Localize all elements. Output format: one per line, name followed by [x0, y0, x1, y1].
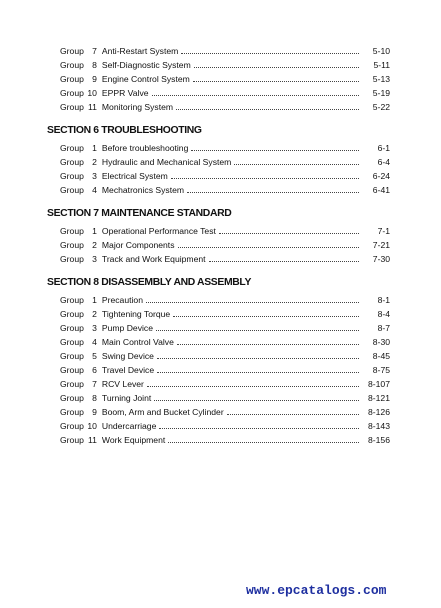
- group-number: 4: [92, 185, 97, 195]
- toc-entry[interactable]: [60, 70, 390, 84]
- group-number: 5: [92, 351, 97, 361]
- page-number: 8-121: [368, 393, 390, 403]
- entry-title: Major Components: [101, 240, 175, 250]
- group-label: Group: [60, 143, 84, 153]
- dot-leader: [219, 232, 359, 234]
- toc-entry[interactable]: [60, 389, 390, 403]
- section-heading[interactable]: SECTION 8 DISASSEMBLY AND ASSEMBLY: [47, 277, 252, 288]
- group-label: Group: [60, 171, 84, 181]
- group-label: Group: [60, 407, 84, 417]
- entry-title: Track and Work Equipment: [101, 254, 206, 264]
- dot-leader: [234, 163, 359, 165]
- page-number: 5-22: [372, 102, 390, 112]
- dot-leader: [168, 441, 359, 443]
- toc-entry[interactable]: [60, 417, 390, 431]
- toc-entry[interactable]: [60, 139, 390, 153]
- dot-leader: [178, 246, 360, 248]
- entry-title: Engine Control System: [101, 74, 190, 84]
- page-number: 5-11: [373, 60, 390, 70]
- group-label: Group: [60, 60, 84, 70]
- toc-entry[interactable]: [60, 333, 390, 347]
- dot-leader: [147, 385, 359, 387]
- page-number: 8-107: [368, 379, 390, 389]
- group-number: 7: [92, 46, 97, 56]
- group-number: 10: [87, 88, 97, 98]
- entry-title: Precaution: [101, 295, 143, 305]
- entry-title: Undercarriage: [101, 421, 157, 431]
- page-number: 7-21: [372, 240, 390, 250]
- dot-leader: [146, 301, 359, 303]
- group-number: 8: [92, 60, 97, 70]
- website-watermark[interactable]: www.epcatalogs.com: [246, 583, 387, 598]
- page-number: 6-41: [372, 185, 390, 195]
- toc-entry[interactable]: [60, 375, 390, 389]
- toc-entry[interactable]: [60, 236, 390, 250]
- group-number: 2: [92, 240, 97, 250]
- group-number: 9: [92, 74, 97, 84]
- page-number: 8-1: [377, 295, 390, 305]
- page-number: 5-10: [372, 46, 390, 56]
- toc-entry[interactable]: [60, 291, 390, 305]
- toc-entry[interactable]: [60, 167, 390, 181]
- group-label: Group: [60, 226, 84, 236]
- entry-title: Operational Performance Test: [101, 226, 216, 236]
- entry-title: Mechatronics System: [101, 185, 185, 195]
- group-label: Group: [60, 393, 84, 403]
- dot-leader: [181, 52, 359, 54]
- entry-title: Electrical System: [101, 171, 168, 181]
- entry-title: Boom, Arm and Bucket Cylinder: [101, 407, 224, 417]
- entry-title: Tightening Torque: [101, 309, 171, 319]
- dot-leader: [194, 66, 359, 68]
- group-number: 4: [92, 337, 97, 347]
- group-label: Group: [60, 185, 84, 195]
- section-heading[interactable]: SECTION 6 TROUBLESHOOTING: [47, 125, 202, 136]
- entry-title: Main Control Valve: [101, 337, 174, 347]
- page-number: 8-75: [372, 365, 390, 375]
- entry-title: Before troubleshooting: [101, 143, 189, 153]
- group-label: Group: [60, 240, 84, 250]
- page-number: 8-156: [368, 435, 390, 445]
- dot-leader: [152, 94, 359, 96]
- page-number: 8-143: [368, 421, 390, 431]
- toc-entry[interactable]: [60, 98, 390, 112]
- page-number: 6-1: [377, 143, 390, 153]
- group-label: Group: [60, 365, 84, 375]
- toc-entry[interactable]: [60, 319, 390, 333]
- toc-entry[interactable]: [60, 84, 390, 98]
- group-number: 11: [87, 102, 97, 112]
- entry-title: RCV Lever: [101, 379, 144, 389]
- dot-leader: [176, 108, 359, 110]
- toc-entry[interactable]: [60, 431, 390, 445]
- group-number: 3: [92, 323, 97, 333]
- entry-title: Travel Device: [101, 365, 155, 375]
- group-label: Group: [60, 46, 84, 56]
- page-number: 8-126: [368, 407, 390, 417]
- group-number: 6: [92, 365, 97, 375]
- dot-leader: [157, 357, 359, 359]
- entry-title: Anti-Restart System: [101, 46, 179, 56]
- dot-leader: [177, 343, 359, 345]
- toc-entry[interactable]: [60, 222, 390, 236]
- entry-title: Hydraulic and Mechanical System: [101, 157, 232, 167]
- group-label: Group: [60, 351, 84, 361]
- dot-leader: [157, 371, 359, 373]
- group-label: Group: [60, 421, 84, 431]
- page-number: 5-13: [372, 74, 390, 84]
- group-label: Group: [60, 323, 84, 333]
- page-number: 8-30: [372, 337, 390, 347]
- group-number: 11: [87, 435, 97, 445]
- group-label: Group: [60, 157, 84, 167]
- page-number: 7-30: [372, 254, 390, 264]
- dot-leader: [191, 149, 359, 151]
- group-number: 3: [92, 171, 97, 181]
- entry-title: Work Equipment: [101, 435, 166, 445]
- group-label: Group: [60, 88, 84, 98]
- toc-entry[interactable]: [60, 42, 390, 56]
- toc-entry[interactable]: [60, 250, 390, 264]
- entry-title: EPPR Valve: [101, 88, 149, 98]
- group-label: Group: [60, 74, 84, 84]
- dot-leader: [187, 191, 359, 193]
- group-number: 1: [92, 226, 97, 236]
- dot-leader: [171, 177, 359, 179]
- group-number: 2: [92, 309, 97, 319]
- toc-entry[interactable]: [60, 153, 390, 167]
- group-number: 3: [92, 254, 97, 264]
- toc-entry[interactable]: [60, 181, 390, 195]
- dot-leader: [154, 399, 359, 401]
- group-number: 7: [92, 379, 97, 389]
- page-number: 8-7: [377, 323, 390, 333]
- toc-entry[interactable]: [60, 56, 390, 70]
- group-number: 10: [87, 421, 97, 431]
- dot-leader: [193, 80, 359, 82]
- group-label: Group: [60, 337, 84, 347]
- toc-entry[interactable]: [60, 305, 390, 319]
- entry-title: Self-Diagnostic System: [101, 60, 191, 70]
- page-number: 6-24: [372, 171, 390, 181]
- group-label: Group: [60, 295, 84, 305]
- dot-leader: [227, 413, 359, 415]
- group-label: Group: [60, 102, 84, 112]
- entry-title: Swing Device: [101, 351, 154, 361]
- dot-leader: [156, 329, 359, 331]
- toc-entry[interactable]: [60, 403, 390, 417]
- dot-leader: [209, 260, 359, 262]
- page-number: 7-1: [377, 226, 390, 236]
- group-label: Group: [60, 435, 84, 445]
- section-heading[interactable]: SECTION 7 MAINTENANCE STANDARD: [47, 208, 232, 219]
- group-label: Group: [60, 379, 84, 389]
- group-number: 1: [92, 143, 97, 153]
- group-number: 1: [92, 295, 97, 305]
- toc-entry[interactable]: [60, 361, 390, 375]
- group-number: 2: [92, 157, 97, 167]
- group-number: 8: [92, 393, 97, 403]
- dot-leader: [173, 315, 359, 317]
- page-number: 8-45: [372, 351, 390, 361]
- page-number: 5-19: [372, 88, 390, 98]
- entry-title: Turning Joint: [101, 393, 152, 403]
- toc-entry[interactable]: [60, 347, 390, 361]
- entry-title: Pump Device: [101, 323, 153, 333]
- entry-title: Monitoring System: [101, 102, 174, 112]
- page-number: 8-4: [377, 309, 390, 319]
- page-number: 6-4: [377, 157, 390, 167]
- group-label: Group: [60, 254, 84, 264]
- dot-leader: [159, 427, 359, 429]
- group-label: Group: [60, 309, 84, 319]
- group-number: 9: [92, 407, 97, 417]
